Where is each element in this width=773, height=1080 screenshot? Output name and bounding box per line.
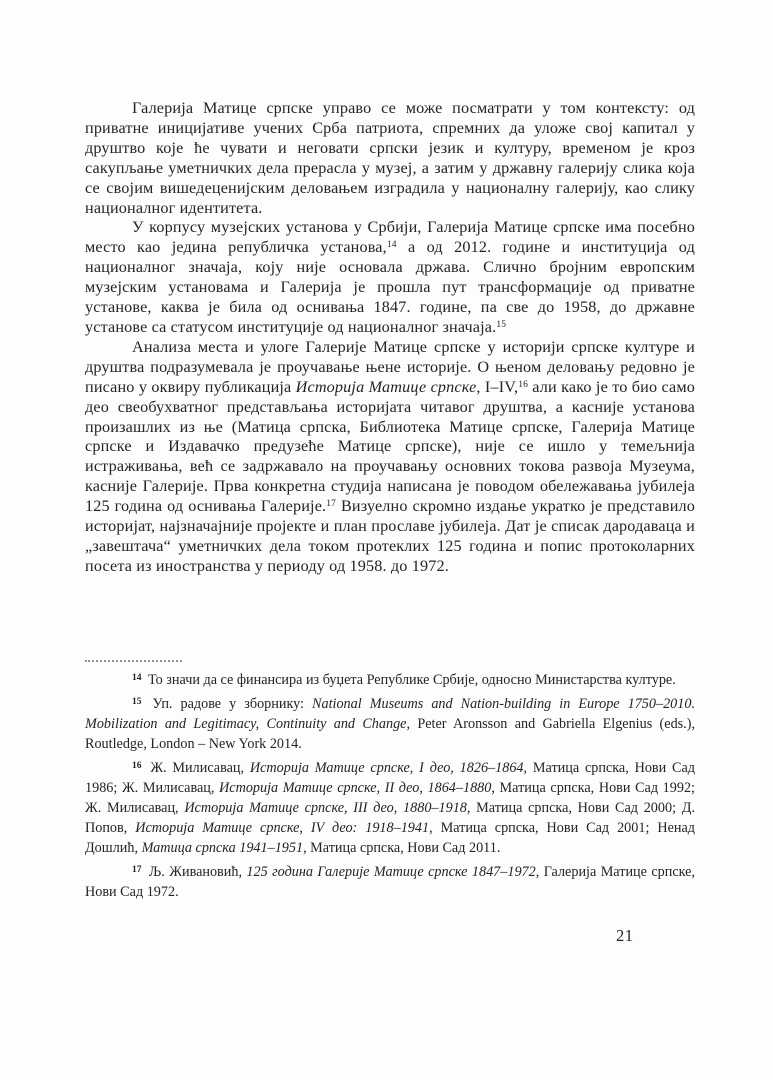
text-segment: а од 2012. године и институција од националног значаја, коју није основала држава. Слично бројним европским музејским установама и Галерија је прошла пут трансформације од приватне установе, каква је била од оснивања 1847. године, па све до 1958, до државне установе са статусом институције од националног значаја.	[85, 238, 695, 336]
footnote-list	[85, 670, 695, 902]
footnote-marker: 16	[132, 761, 142, 771]
italic-text-segment: Историја Матице српске, III део, 1880–1918	[184, 800, 467, 816]
body-paragraph	[85, 218, 695, 337]
italic-text-segment: National Museums and Nation-building in Europe 1750–2010. Mobilization and Legitimacy, Continuity and Change	[85, 696, 695, 732]
italic-text-segment: 125 година Галерије Матице српске 1847–1972	[246, 864, 536, 880]
text-segment: , Галерија Матице српске, Нови Сад 1972.	[85, 864, 696, 900]
text-segment: , Peter Aronsson and Gabriella Elgenius (eds.), Routledge, London – New York 2014.	[85, 716, 695, 752]
page-number: 21	[616, 926, 634, 945]
italic-text-segment: Историја Матице српске, I део, 1826–1864	[249, 760, 524, 776]
text-segment: , Матица српска, Нови Сад 2011.	[303, 840, 501, 856]
footnote	[85, 862, 695, 902]
text-segment: У корпусу музејских установа у Србији, Галерија Матице српске има посебно место као једина републичка установа,	[85, 218, 695, 257]
footnote-separator	[85, 660, 182, 662]
footnote-marker: 14	[132, 673, 142, 683]
footnote-ref: 15	[496, 319, 507, 330]
footnote-marker: 17	[132, 865, 142, 875]
footnote-marker: 15	[132, 697, 142, 707]
body-text	[85, 99, 695, 577]
footnote	[85, 694, 695, 754]
text-segment: Ж. Милисавац,	[150, 760, 250, 776]
text-segment: То значи да се финансира из буџета Републике Србије, односно Министарства културе.	[148, 672, 676, 688]
body-paragraph	[85, 338, 695, 577]
footnotes-section	[85, 660, 695, 906]
footnote	[85, 670, 695, 690]
text-segment: Уп. радове у зборнику:	[152, 696, 313, 712]
text-segment: Визуелно скромно издање укратко је представило историјат, најзначајније пројекте и план прославе јубилеја. Дат је списак дародаваца и „завештача“ уметничких дела током протеклих 125 година и попис протоколарних посета из иностранства у периоду од 1958. до 1972.	[85, 497, 695, 575]
italic-text-segment: Матица српска 1941–1951	[141, 840, 304, 856]
text-segment: , Матица српска, Нови Сад 1986; Ж. Милисавац,	[85, 760, 696, 796]
footnote-ref: 14	[386, 240, 397, 251]
text-segment: Анализа места и улоге Галерије Матице српске у историји српске културе и друштва подразумевала је проучавање њене историје. О њеном деловању редовно је писано у оквиру публикација	[85, 337, 695, 396]
italic-text-segment: Историја Матице српске, II део, 1864–1880	[219, 780, 492, 796]
italic-text-segment: Историја Матице српске, IV део: 1918–1941	[135, 820, 430, 836]
italic-text-segment: Историја Матице српске	[295, 377, 477, 396]
footnote	[85, 758, 695, 858]
text-segment: , Матица српска, Нови Сад 2000; Д. Попов,	[85, 800, 695, 836]
text-segment: али како је то био само део свеобухватног представљања историјата читавог друштва, а касније установа произашлих из ње (Матица српска, Библиотека Матице српске, Галерија Матице српске и Издавачко предузеће Матице српске), није се ишло у темељнија истраживања, већ се задржавало на проучавању основних токова развоја Музеума, касније Галерије. Прва конкретна студија написана је поводом обележавања јубилеја 125 година од оснивања Галерије.	[85, 377, 695, 516]
footnote-ref: 17	[326, 499, 337, 510]
text-segment: , I–IV,	[476, 377, 519, 396]
text-segment: Љ. Живановић,	[148, 864, 247, 880]
text-segment: , Матица српска, Нови Сад 1992; Ж. Милисавац,	[85, 780, 695, 816]
footnote-ref: 16	[518, 379, 528, 390]
body-paragraph	[85, 99, 695, 218]
text-segment: Галерија Матице српске управо се може посматрати у том контексту: од приватне иницијативе учених Срба патриота, спремних да уложе свој капитал у друштво које ће чувати и неговати српски језик и културу, временом је кроз сакупљање уметничких дела прерасла у музеј, а затим у државну галерију слика која се својим вишедеценијским деловањем изградила у националну галерију, као слику националног идентитета.	[85, 99, 695, 217]
text-segment: , Матица српска, Нови Сад 2001; Ненад Дошлић,	[85, 820, 695, 856]
